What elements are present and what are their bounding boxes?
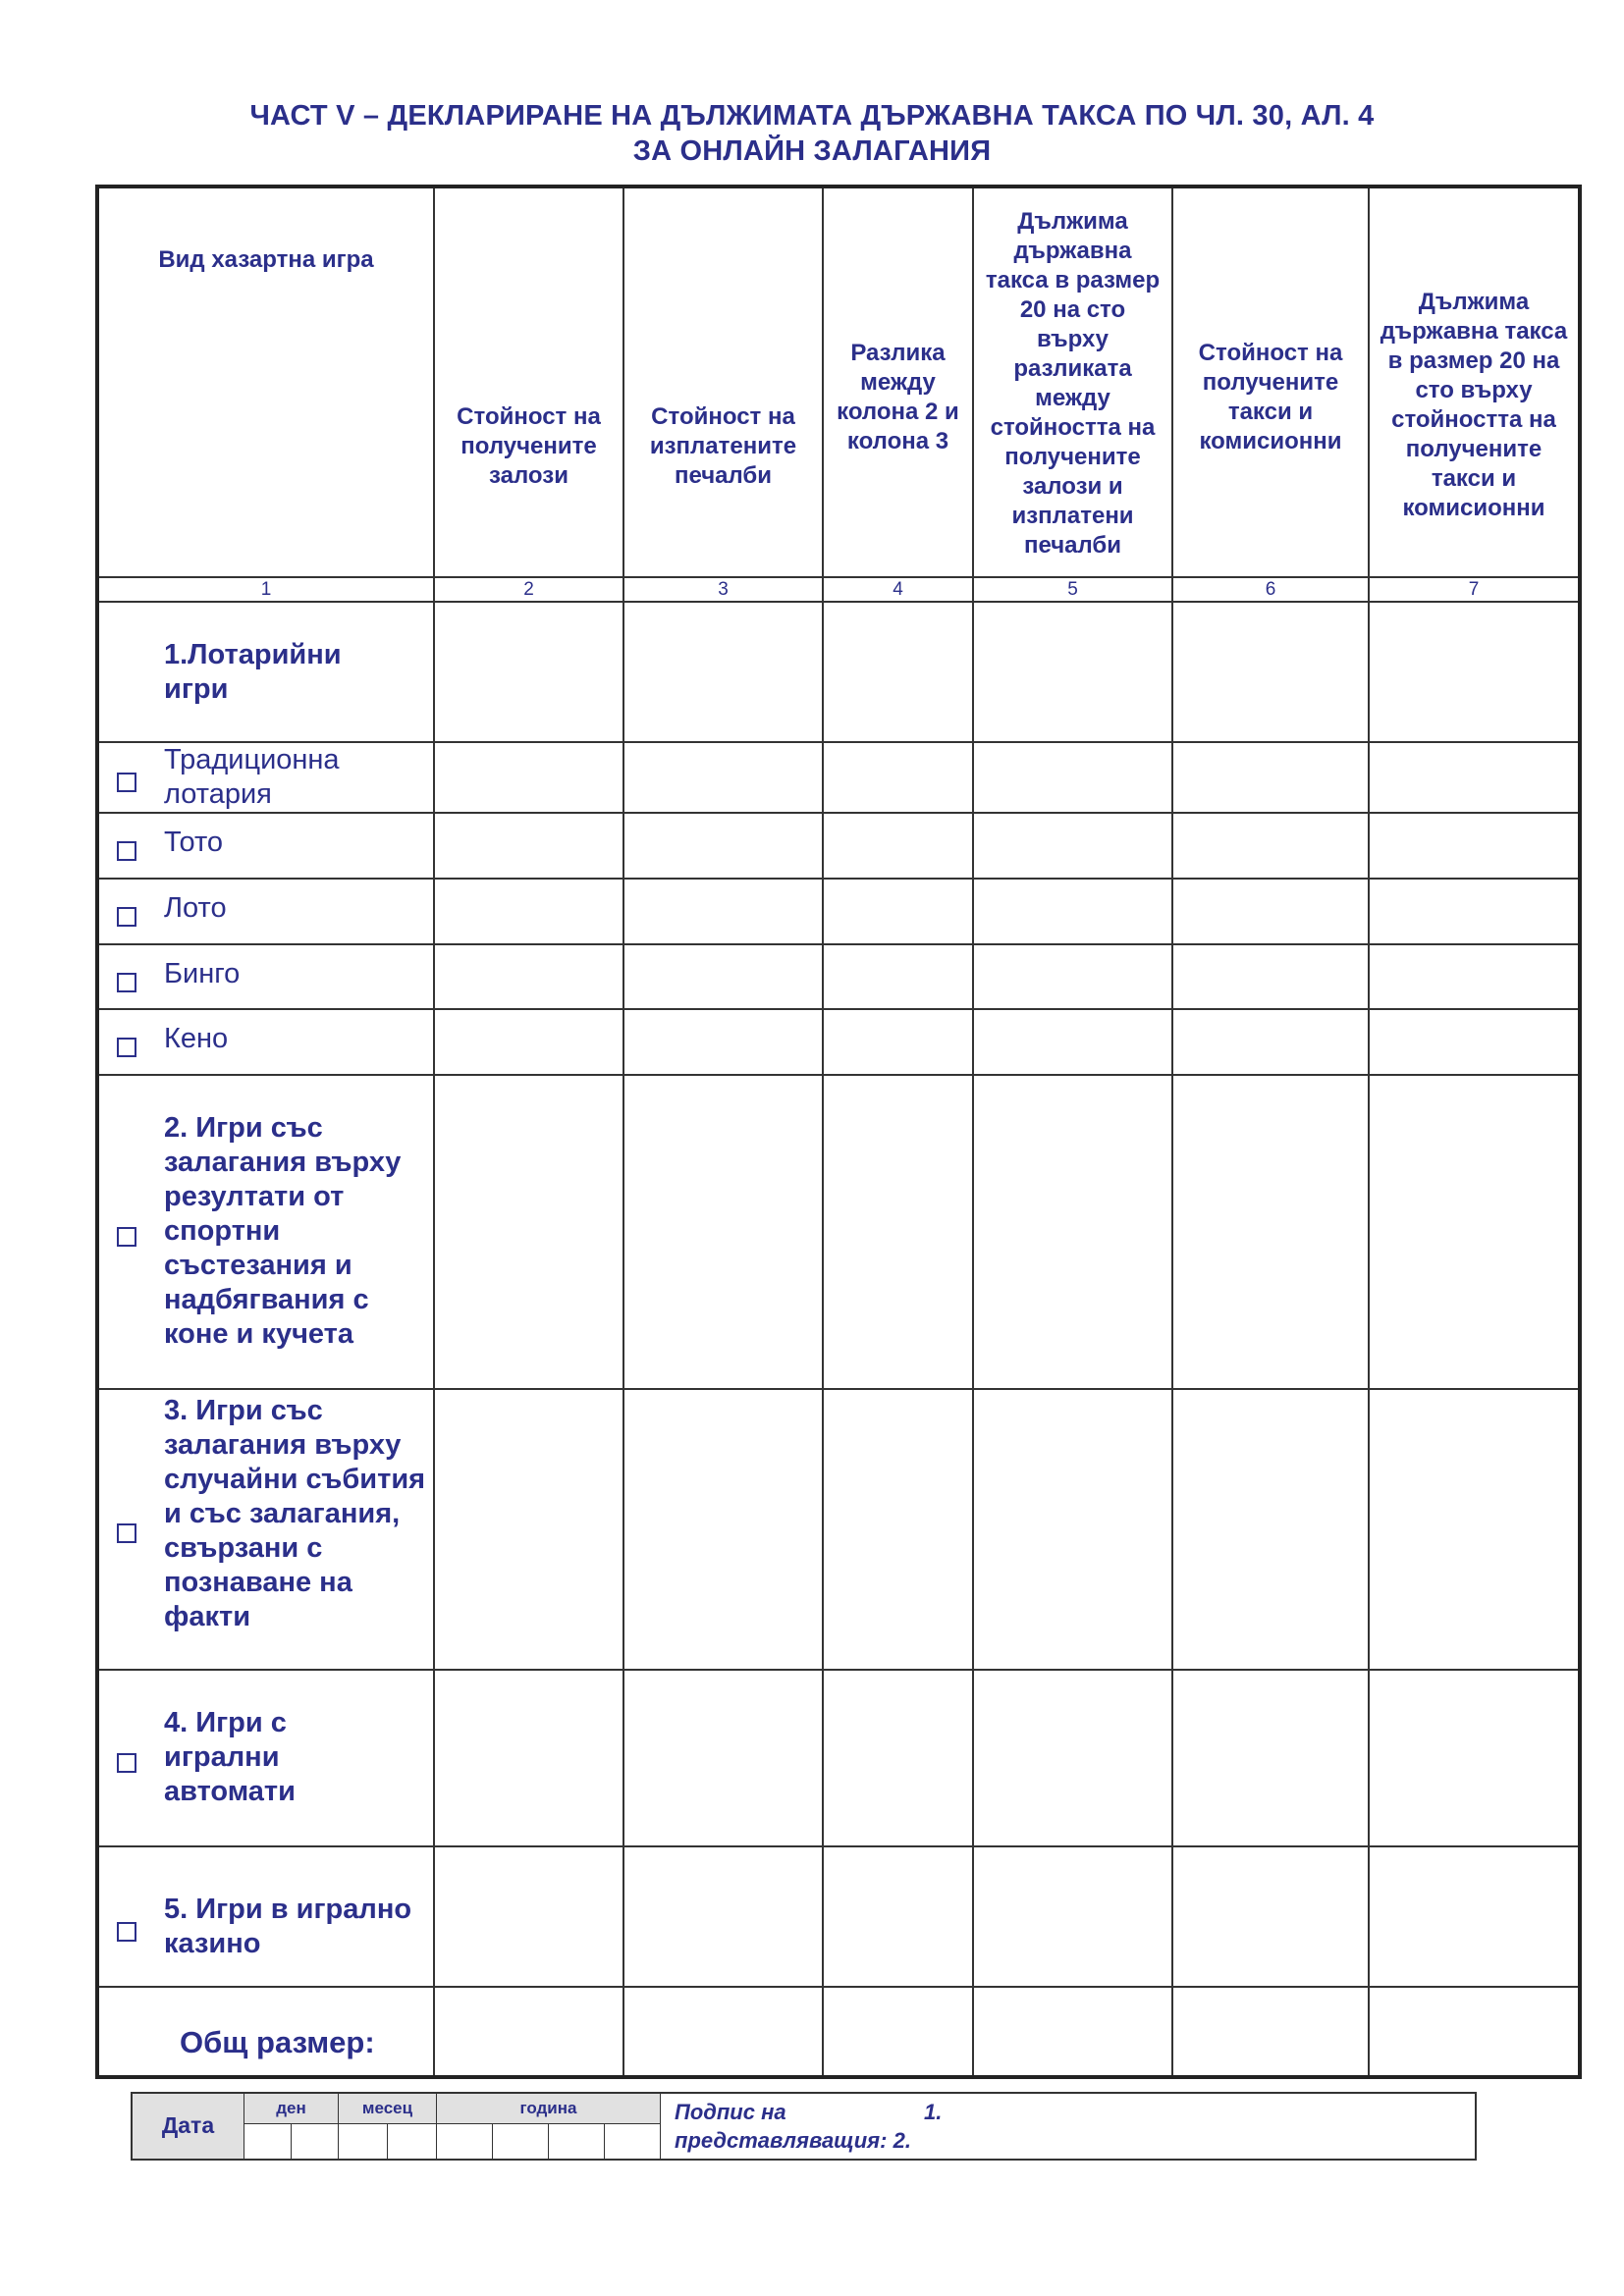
input-cell[interactable] [623,602,823,742]
table-row [97,944,1580,1009]
table-row [97,879,1580,944]
row-label-cell [97,813,434,879]
input-cell[interactable] [1369,1075,1580,1389]
input-cell[interactable] [434,944,623,1009]
signature-field[interactable] [661,2093,1477,2160]
total-row [97,1987,1580,2077]
input-cell[interactable] [973,1075,1172,1389]
signature-line-1 [675,2100,943,2125]
input-cell[interactable] [623,879,823,944]
year-digit-3[interactable] [549,2124,605,2160]
column-header-difference: Разлика между колона 2 и колона 3 [823,187,973,577]
total-cell[interactable] [823,1987,973,2077]
input-cell[interactable] [1369,944,1580,1009]
row-label-cell [97,944,434,1009]
input-cell[interactable] [1369,1846,1580,1987]
day-digit-1[interactable] [244,2124,292,2160]
table-row [97,1389,1580,1670]
input-cell[interactable] [1172,813,1369,879]
table-row [97,1670,1580,1846]
column-number: 2 [434,577,623,602]
page-title [0,98,1624,169]
input-cell[interactable] [434,742,623,813]
column-number: 7 [1369,577,1580,602]
input-cell[interactable] [1369,742,1580,813]
column-header-game-type: Вид хазартна игра [97,187,434,577]
input-cell[interactable] [823,1389,973,1670]
checkbox[interactable] [117,773,136,792]
row-label: Лото [164,892,227,924]
column-header-fee-on-commissions: Дължима държавна такса в размер 20 на сто върху стойността на получените такси и комисионни [1369,187,1580,577]
input-cell[interactable] [1369,813,1580,879]
row-label-cell [97,1670,434,1846]
total-label: Общ размер: [180,2025,375,2059]
column-header-received-fees: Стойност на получените такси и комисионни [1172,187,1369,577]
column-header-received-bets: Стойност на получените залози [434,187,623,577]
year-digit-1[interactable] [437,2124,493,2160]
input-cell[interactable] [623,1009,823,1075]
table-row [97,1846,1580,1987]
checkbox[interactable] [117,1922,136,1942]
input-cell[interactable] [973,602,1172,742]
row-label: 3. Игри със залагания върху случайни събития и със залагания, свързани с познаване на факти [164,1395,426,1632]
signature-label-2: представляващия: [675,2128,888,2153]
input-cell[interactable] [623,1670,823,1846]
checkbox[interactable] [117,907,136,927]
input-cell[interactable] [823,1670,973,1846]
input-cell[interactable] [1369,879,1580,944]
total-cell[interactable] [1172,1987,1369,2077]
input-cell[interactable] [434,879,623,944]
input-cell[interactable] [434,1009,623,1075]
input-cell[interactable] [823,1846,973,1987]
column-number: 4 [823,577,973,602]
signature-label-1: Подпис на [675,2100,786,2124]
total-cell[interactable] [973,1987,1172,2077]
input-cell[interactable] [973,1389,1172,1670]
row-label: 2. Игри със залагания върху резултати от спортни състезания и надбягвания с коне и кучета [164,1112,402,1350]
input-cell[interactable] [623,1846,823,1987]
input-cell[interactable] [434,1670,623,1846]
row-label: 4. Игри с игрални автомати [164,1707,296,1807]
input-cell[interactable] [823,879,973,944]
input-cell[interactable] [1172,1670,1369,1846]
column-header-paid-winnings: Стойност на изплатените печалби [623,187,823,577]
input-cell[interactable] [1172,1389,1369,1670]
day-label: ден [244,2093,339,2124]
date-signature-box [131,2092,1477,2161]
total-label-cell [97,1987,434,2077]
month-digit-1[interactable] [339,2124,388,2160]
declaration-table [95,185,1582,2079]
input-cell[interactable] [623,944,823,1009]
input-cell[interactable] [623,813,823,879]
row-label: 1.Лотарийни игри [164,639,342,705]
input-cell[interactable] [973,1846,1172,1987]
year-label: година [437,2093,661,2124]
row-label: Кено [164,1023,229,1054]
row-label-cell [97,742,434,813]
input-cell[interactable] [623,742,823,813]
row-label-cell [97,879,434,944]
column-number: 5 [973,577,1172,602]
input-cell[interactable] [823,602,973,742]
row-label: Тото [164,827,224,858]
row-label: Традиционна лотария [164,744,340,810]
header-row [97,187,1580,577]
input-cell[interactable] [973,1009,1172,1075]
input-cell[interactable] [1172,1009,1369,1075]
table-row [97,742,1580,813]
row-label-cell [97,1846,434,1987]
column-header-fee-on-difference: Дължима държавна такса в размер 20 на сто върху разликата между стойността на получените залози и изплатени печалби [973,187,1172,577]
input-cell[interactable] [1369,602,1580,742]
input-cell[interactable] [434,1075,623,1389]
input-cell[interactable] [973,742,1172,813]
input-cell[interactable] [623,1075,823,1389]
input-cell[interactable] [973,879,1172,944]
year-digit-2[interactable] [493,2124,549,2160]
input-cell[interactable] [823,742,973,813]
input-cell[interactable] [1172,879,1369,944]
input-cell[interactable] [823,1009,973,1075]
checkbox[interactable] [117,841,136,861]
signature-line-2 [675,2128,911,2154]
checkbox[interactable] [117,1038,136,1057]
date-label: Дата [132,2093,244,2160]
input-cell[interactable] [973,944,1172,1009]
checkbox[interactable] [117,1523,136,1543]
total-cell[interactable] [623,1987,823,2077]
input-cell[interactable] [1172,1846,1369,1987]
input-cell[interactable] [823,944,973,1009]
table-row [97,602,1580,742]
input-cell[interactable] [1172,602,1369,742]
title-line-2: ЗА ОНЛАЙН ЗАЛАГАНИЯ [632,135,992,167]
month-digit-2[interactable] [388,2124,437,2160]
row-label-cell [97,1389,434,1670]
input-cell[interactable] [1172,944,1369,1009]
checkbox[interactable] [117,973,136,992]
row-label-cell [97,602,434,742]
input-cell[interactable] [1172,1075,1369,1389]
input-cell[interactable] [973,813,1172,879]
signature-number-2: 2. [893,2128,911,2153]
year-digit-4[interactable] [605,2124,661,2160]
column-number: 6 [1172,577,1369,602]
table-row [97,1075,1580,1389]
total-cell[interactable] [1369,1987,1580,2077]
input-cell[interactable] [823,813,973,879]
row-label: Бинго [164,958,241,989]
input-cell[interactable] [1369,1389,1580,1670]
input-cell[interactable] [434,813,623,879]
column-number: 3 [623,577,823,602]
input-cell[interactable] [623,1389,823,1670]
input-cell[interactable] [1369,1009,1580,1075]
input-cell[interactable] [434,1846,623,1987]
column-number-row [97,577,1580,602]
signature-number-1: 1. [924,2100,943,2124]
table-row [97,813,1580,879]
checkbox[interactable] [117,1227,136,1247]
input-cell[interactable] [973,1670,1172,1846]
row-label: 5. Игри в игрално казино [164,1894,412,1959]
title-line-1: ЧАСТ V – ДЕКЛАРИРАНЕ НА ДЪЛЖИМАТА ДЪРЖАВНА ТАКСА ПО ЧЛ. 30, АЛ. 4 [249,100,1375,132]
month-label: месец [339,2093,437,2124]
input-cell[interactable] [1369,1670,1580,1846]
row-label-cell [97,1075,434,1389]
input-cell[interactable] [434,1389,623,1670]
day-digit-2[interactable] [292,2124,339,2160]
input-cell[interactable] [434,602,623,742]
row-label-cell [97,1009,434,1075]
checkbox[interactable] [117,1753,136,1773]
table-row [97,1009,1580,1075]
column-number: 1 [97,577,434,602]
input-cell[interactable] [1172,742,1369,813]
total-cell[interactable] [434,1987,623,2077]
input-cell[interactable] [823,1075,973,1389]
